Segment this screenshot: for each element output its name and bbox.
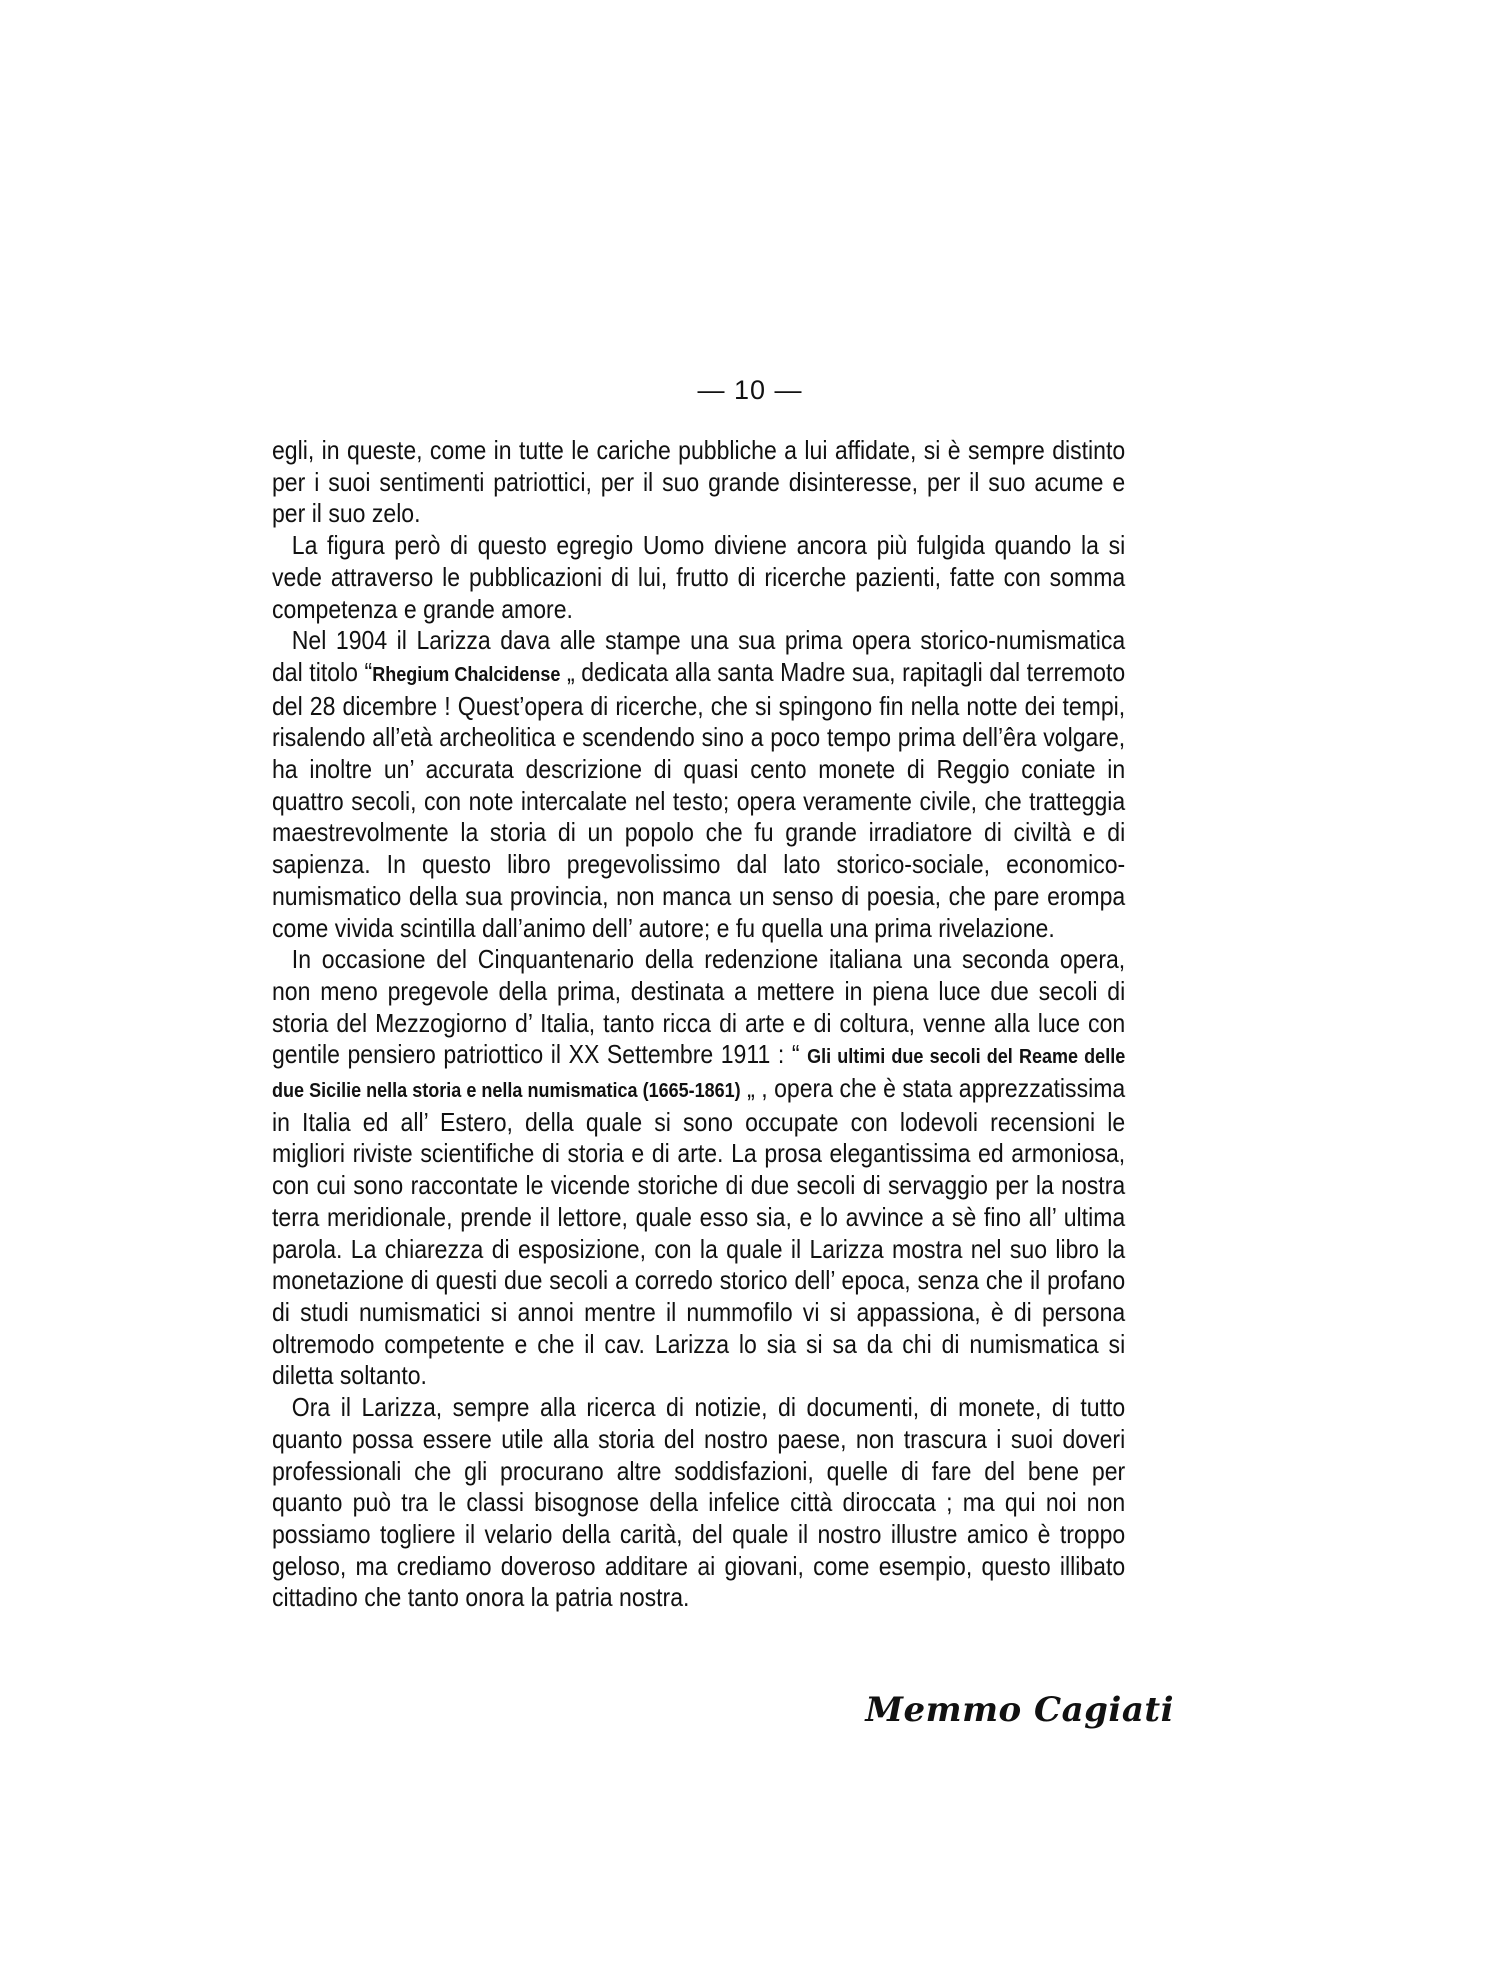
article-body [272, 436, 1125, 1615]
paragraph-1: egli, in queste, come in tutte le cariche pubbliche a lui affidate, si è sempre distinto per i suoi sentimenti patriottici, per il suo grande disinteresse, per il suo acume e per il suo zelo. [272, 437, 1126, 529]
paragraph-2: La figura però di questo egregio Uomo diviene ancora più fulgida quando la si vede attraverso le pubblicazioni di lui, frutto di ricerche pazienti, fatte con somma competenza e grande amore. [272, 532, 1126, 624]
paragraph-3-text-start: Nel 1904 il Larizza dava alle stampe una sua prima opera storico-numismatica dal titolo “ [272, 627, 1126, 687]
paragraph-3 [272, 626, 1125, 945]
paragraph-4 [272, 945, 1125, 1393]
paragraph-4-text-start: In occasione del Cinquantenario della redenzione italiana una seconda opera, non meno pregevole della prima, destinata a mettere in piena luce due secoli di storia del Mezzogiorno d’ Italia, tanto ricca di arte e di coltura, venne alla luce con gentile pensiero patriottico il XX Settembre 1911 : “ [272, 946, 1126, 1070]
paragraph-5: Ora il Larizza, sempre alla ricerca di notizie, di documenti, di monete, di tutto quanto possa essere utile alla storia del nostro paese, non trascura i suoi doveri professionali che gli procurano altre soddisfazioni, quelle di fare del bene per quanto può tra le classi bisognose della infelice città diroccata ; ma qui noi non possiamo togliere il velario della carità, del quale il nostro illustre amico è troppo geloso, ma crediamo doveroso additare ai giovani, come esempio, questo illibato cittadino che tanto onora la patria nostra. [272, 1394, 1126, 1613]
paragraph-4-text-end: „ , opera che è stata apprezzatissima in Italia ed all’ Estero, della quale si sono occupate con lodevoli recensioni le migliori riviste scientifiche di storia e di arte. La prosa elegantissima ed armoniosa, con cui sono raccontate le vicende storiche di due secoli di servaggio per la nostra terra meridionale, prende il lettore, quale esso sia, e lo avvince a sè fino all’ ultima parola. La chiarezza di esposizione, con la quale il Larizza mostra nel suo libro la monetazione di questi due secoli a corredo storico dell’ epoca, senza che il profano di studi numismatici si annoi mentre il nummofilo vi si appassiona, è di persona oltremodo competente e che il cav. Larizza lo sia si sa da chi di numismatica si diletta soltanto. [272, 1075, 1126, 1391]
book-title-ultimi-due-secoli: Gli ultimi due secoli del Reame delle due Sicilie nella storia e nella numismatica (1665-1861) [272, 1046, 1126, 1103]
author-signature: Memmo Cagiati [865, 1690, 1174, 1730]
paragraph-3-text-end: „ dedicata alla santa Madre sua, rapitagli dal terremoto del 28 dicembre ! Quest’opera di ricerche, che si spingono fin nella notte dei tempi, risalendo all’età archeolitica e scendendo sino a poco tempo prima dell’êra volgare, ha inoltre un’ accurata descrizione di quasi cento monete di Reggio coniate in quattro secoli, con note intercalate nel testo; opera veramente civile, che tratteggia maestrevolmente la storia di un popolo che fu grande irradiatore di civiltà e di sapienza. In questo libro pregevolissimo dal lato storico-sociale, economico-numismatico della sua provincia, non manca un senso di poesia, che pare erompa come vivida scintilla dall’animo dell’ autore; e fu quella una prima rivelazione. [272, 658, 1126, 943]
book-title-rhegium: Rhegium Chalcidense [372, 663, 561, 686]
page-number: — 10 — [697, 375, 803, 405]
